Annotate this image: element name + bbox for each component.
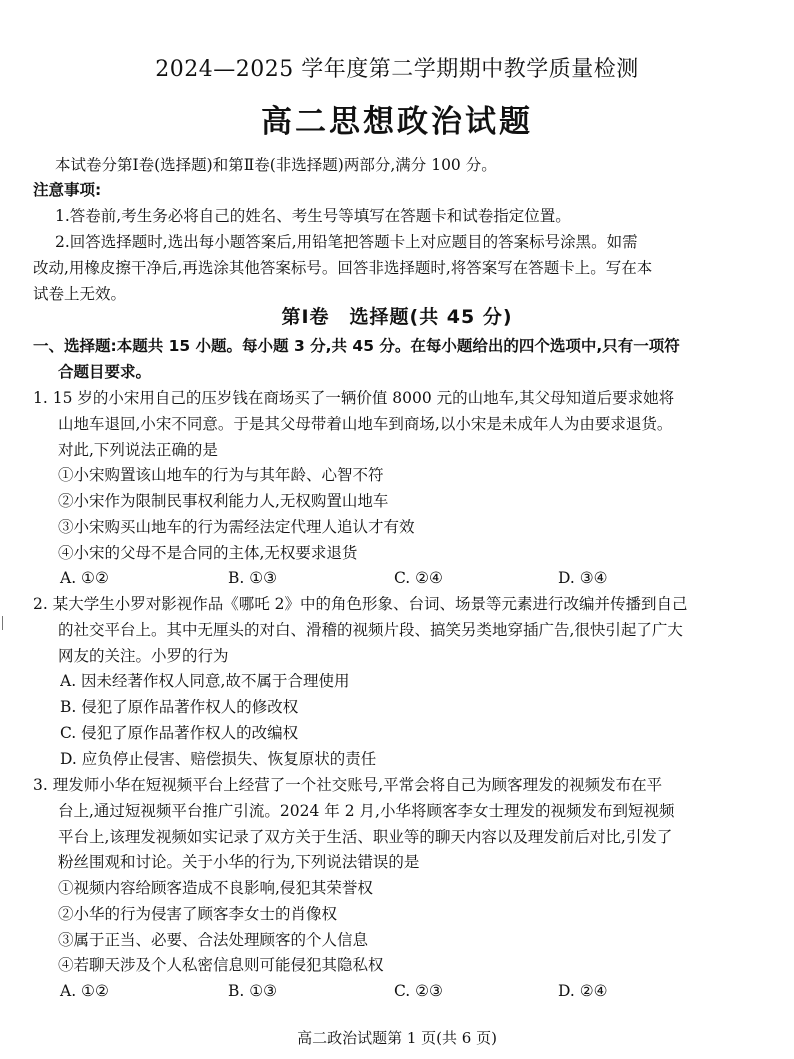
notice-item-1: 1.答卷前,考生务必将自己的姓名、考生号等填写在答题卡和试卷指定位置。 (55, 207, 571, 225)
option-a: A. ①② (60, 569, 109, 587)
margin-mark (2, 616, 3, 630)
question-3-statement: ④若聊天涉及个人私密信息则可能侵犯其隐私权 (58, 956, 384, 974)
section-heading: 第Ⅰ卷 选择题(共 45 分) (281, 306, 513, 328)
option-c: C. 侵犯了原作品著作权人的改编权 (60, 724, 299, 742)
option-b: B. ①③ (228, 982, 278, 1000)
option-c: C. ②③ (394, 982, 443, 1000)
question-3-statement: ①视频内容给顾客造成不良影响,侵犯其荣誉权 (58, 879, 373, 897)
question-1-stem: 山地车退回,小宋不同意。于是其父母带着山地车到商场,以小宋是未成年人为由要求退货。 (58, 415, 673, 433)
question-1-statement: ④小宋的父母不是合同的主体,无权要求退货 (58, 544, 358, 562)
question-1-stem: 1. 15 岁的小宋用自己的压岁钱在商场买了一辆价值 8000 元的山地车,其父母知道后要求她将 (33, 389, 675, 407)
question-3-stem: 粉丝围观和讨论。关于小华的行为,下列说法错误的是 (58, 853, 420, 871)
notice-item-2-cont: 改动,用橡皮擦干净后,再选涂其他答案标号。回答非选择题时,将答案写在答题卡上。写在本 (33, 259, 653, 277)
option-d: D. ③④ (558, 569, 608, 587)
section-instructions: 一、选择题:本题共 15 小题。每小题 3 分,共 45 分。在每小题给出的四个选项中,只有一项符 (33, 337, 680, 355)
section-instructions-cont: 合题目要求。 (58, 363, 152, 381)
question-3-statement: ③属于正当、必要、合法处理顾客的个人信息 (58, 931, 369, 949)
question-2-stem: 的社交平台上。其中无厘头的对白、滑稽的视频片段、搞笑另类地穿插广告,很快引起了广大 (58, 621, 683, 639)
question-1-statement: ③小宋购买山地车的行为需经法定代理人追认才有效 (58, 518, 415, 536)
question-3-statement: ②小华的行为侵害了顾客李女士的肖像权 (58, 905, 338, 923)
question-2-stem: 网友的关注。小罗的行为 (58, 647, 229, 665)
notice-heading: 注意事项: (33, 181, 102, 199)
option-c: C. ②④ (394, 569, 443, 587)
option-b: B. 侵犯了原作品著作权人的修改权 (60, 698, 299, 716)
question-1-stem: 对此,下列说法正确的是 (58, 441, 218, 459)
question-3-stem: 台上,通过短视频平台推广引流。2024 年 2 月,小华将顾客李女士理发的视频发布到短视频 (58, 802, 675, 820)
subject-title: 高二思想政治试题 (261, 104, 533, 140)
option-d: D. ②④ (558, 982, 608, 1000)
notice-item-2: 2.回答选择题时,选出每小题答案后,用铅笔把答题卡上对应题目的答案标号涂黑。如需 (55, 233, 638, 251)
question-1-statement: ②小宋作为限制民事权利能力人,无权购置山地车 (58, 492, 389, 510)
question-3-stem: 3. 理发师小华在短视频平台上经营了一个社交账号,平常会将自己为顾客理发的视频发布在平 (33, 776, 663, 794)
option-d: D. 应负停止侵害、赔偿损失、恢复原状的责任 (60, 750, 377, 768)
exam-title: 2024—2025 学年度第二学期期中教学质量检测 (155, 57, 639, 82)
intro-text: 本试卷分第Ⅰ卷(选择题)和第Ⅱ卷(非选择题)两部分,满分 100 分。 (55, 156, 497, 174)
page-footer: 高二政治试题第 1 页(共 6 页) (297, 1029, 497, 1047)
option-b: B. ①③ (228, 569, 278, 587)
question-2-stem: 2. 某大学生小罗对影视作品《哪吒 2》中的角色形象、台词、场景等元素进行改编并传播到自己 (33, 595, 688, 613)
notice-item-2-cont: 试卷上无效。 (33, 285, 127, 303)
question-3-stem: 平台上,该理发视频如实记录了双方关于生活、职业等的聊天内容以及理发前后对比,引发了 (58, 828, 673, 846)
option-a: A. ①② (60, 982, 109, 1000)
option-a: A. 因未经著作权人同意,故不属于合理使用 (60, 672, 350, 690)
question-1-statement: ①小宋购置该山地车的行为与其年龄、心智不符 (58, 466, 384, 484)
